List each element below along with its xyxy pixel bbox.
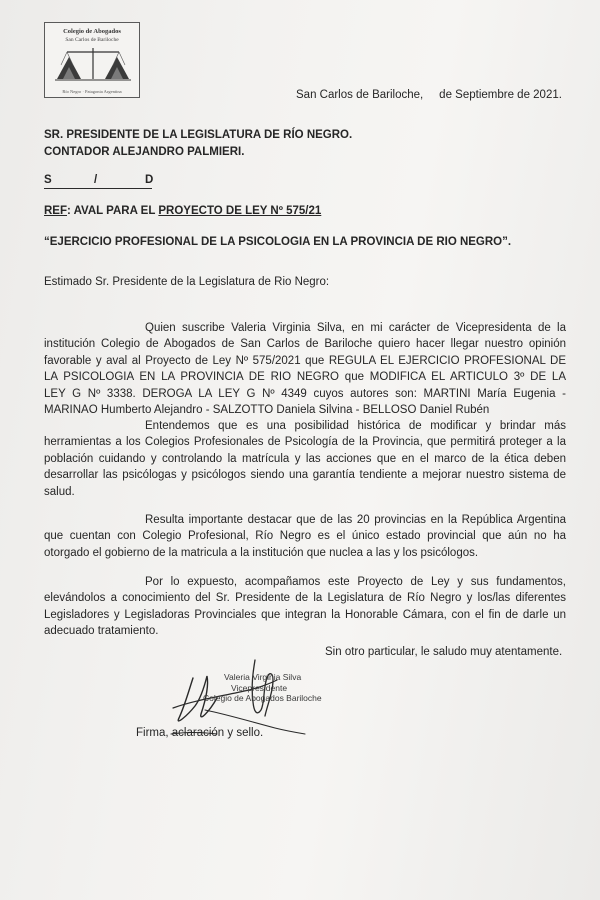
- p1-line: MARINAO Humberto Alejandro - SALZOTTO Daniela Silvina - BELLOSO Daniel Rubén: [44, 404, 490, 417]
- scales-mountain-icon: [53, 45, 133, 85]
- closing-line: Sin otro particular, le saludo muy atentamente.: [325, 646, 563, 658]
- paragraph-2: [44, 418, 566, 500]
- p2-line: herramientas a los Colegios Profesionales de Psicología de la Provincia, que permitirá proteger a la: [44, 436, 566, 449]
- ref-label: REF: [44, 205, 67, 217]
- paragraph-1: [44, 320, 566, 418]
- p3-line: otorgado el gobierno de la matricula a la institución que nuclea a las y los psicólogos.: [44, 546, 479, 559]
- p2-line: salud.: [44, 485, 75, 498]
- p4-line: Por lo expuesto, acompañamos este Proyecto de Ley y sus fundamentos,: [145, 576, 566, 588]
- ref-mid: : AVAL PARA EL: [67, 205, 159, 217]
- p4-line: adecuado tratamiento.: [44, 625, 159, 638]
- reference-line: [44, 205, 321, 217]
- paragraph-4: [44, 574, 566, 640]
- p2-line: Entendemos que es una posibilidad histórica de modificar y brindar más: [145, 420, 566, 432]
- p2-line: desarrollar las psicólogas y psicólogos siendo una garantía tendiente a mejorar nuestro sistema de: [44, 469, 566, 482]
- greeting: Estimado Sr. Presidente de la Legislatura de Rio Negro:: [44, 276, 330, 288]
- sd-line: [44, 174, 154, 190]
- p4-line: Legisladores y Legisladoras Provinciales que integran la Honorable Cámara, con el fin de darle un: [44, 608, 566, 621]
- logo-city: San Carlos de Bariloche: [65, 37, 119, 43]
- p3-line: que cuentan con Colegio Profesional, Río Negro es el único estado provincial que aún no ha: [44, 530, 566, 543]
- sd-s: S: [44, 174, 52, 186]
- p1-line: institución Colegio de Abogados de San Carlos de Bariloche quiero hacer llegar nuestro opinión: [44, 338, 566, 351]
- stamp-institution: Colegio de Abogados Bariloche: [203, 693, 322, 703]
- logo-footer: Río Negro · Patagonia Argentina: [62, 89, 122, 94]
- subject-line: “EJERCICIO PROFESIONAL DE LA PSICOLOGIA EN LA PROVINCIA DE RIO NEGRO”.: [44, 236, 512, 248]
- p1-line: LEY G Nº 3338. DEROGA LA LEY G Nº 4349 cuyos autores son: MARTINI María Eugenia -: [44, 387, 566, 400]
- ref-project: PROYECTO DE LEY Nº 575/21: [158, 205, 322, 217]
- sd-underline: [44, 188, 152, 189]
- stamp-name: Valeria Virginia Silva: [224, 672, 302, 682]
- signature-caption: Firma, aclaración y sello.: [136, 727, 264, 739]
- p3-line: Resulta importante destacar que de las 20 provincias en la República Argentina: [145, 514, 566, 526]
- paragraph-3: [44, 512, 566, 561]
- addressee-line-2: CONTADOR ALEJANDRO PALMIERI.: [44, 146, 245, 158]
- addressee-line-1: SR. PRESIDENTE DE LA LEGISLATURA DE RÍO NEGRO.: [44, 129, 353, 141]
- signature-stamp: [203, 672, 322, 704]
- p4-line: elevándolos a conocimiento del Sr. Presidente de la Legislatura de Río Negro y los/las diferentes: [44, 592, 566, 605]
- p2-line: población cuidando y controlando la matrícula y las acciones que en el marco de la ética deben: [44, 452, 566, 465]
- p1-line: Quien suscribe Valeria Virginia Silva, en mi carácter de Vicepresidenta de la: [145, 322, 566, 334]
- stamp-role: Vicepresidente: [231, 682, 288, 693]
- date-line: San Carlos de Bariloche, de Septiembre de 2021.: [296, 89, 562, 101]
- addressee-block: [44, 127, 352, 161]
- sd-d: D: [145, 174, 154, 186]
- college-logo: [44, 22, 140, 98]
- p1-line: favorable y aval al Proyecto de Ley Nº 575/2021 que REGULA EL EJERCICIO PROFESIONAL DE: [44, 354, 566, 367]
- p1-line: LA PSICOLOGIA EN LA PROVINCIA DE RIO NEGRO que MODIFICA EL ARTICULO 3º DE LA: [44, 371, 566, 384]
- sd-slash: /: [94, 174, 98, 186]
- logo-name: Colegio de Abogados: [63, 28, 121, 35]
